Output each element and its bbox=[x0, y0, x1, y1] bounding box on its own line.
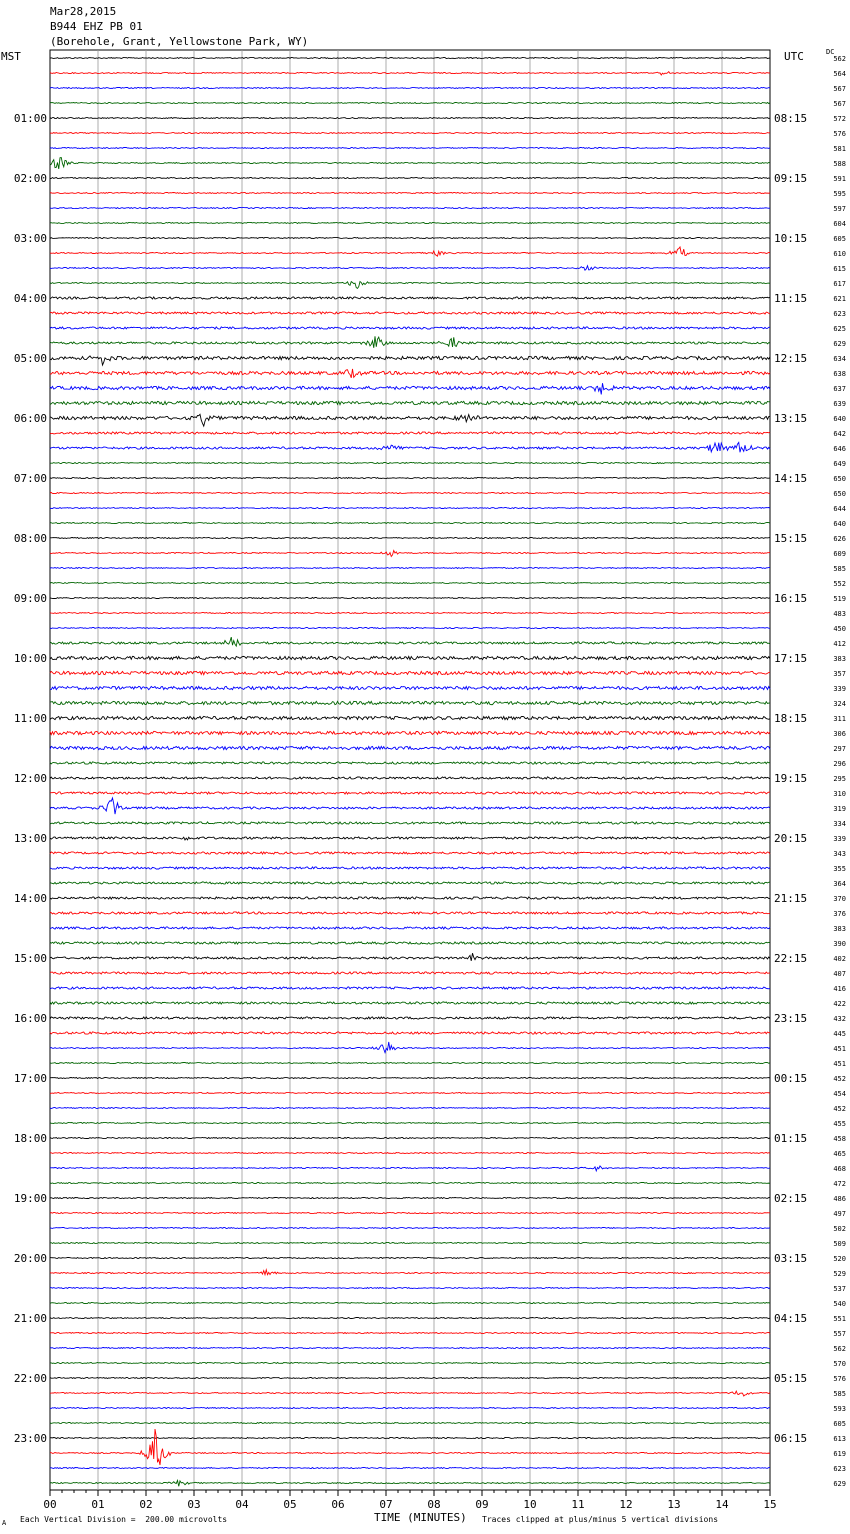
x-tick-label: 05 bbox=[283, 1498, 297, 1511]
dc-offset-value: 540 bbox=[833, 1300, 846, 1308]
dc-offset-value: 595 bbox=[833, 190, 846, 198]
seismic-trace bbox=[50, 852, 770, 854]
seismic-trace bbox=[50, 792, 770, 794]
right-hour-label: 20:15 bbox=[774, 832, 808, 845]
seismic-trace bbox=[50, 158, 770, 169]
x-tick-label: 14 bbox=[715, 1498, 729, 1511]
seismic-trace bbox=[50, 987, 770, 989]
seismic-trace bbox=[50, 297, 770, 299]
dc-offset-value: 416 bbox=[833, 985, 846, 993]
seismic-trace bbox=[50, 1422, 770, 1423]
right-hour-label: 09:15 bbox=[774, 172, 808, 185]
dc-offset-value: 452 bbox=[833, 1075, 846, 1083]
dc-offset-value: 623 bbox=[833, 1465, 846, 1473]
right-hour-label: 18:15 bbox=[774, 712, 808, 725]
seismic-trace bbox=[50, 1166, 770, 1171]
left-hour-label: 14:00 bbox=[13, 892, 47, 905]
seismic-trace bbox=[50, 671, 770, 674]
seismic-trace bbox=[50, 1107, 770, 1108]
dc-offset-value: 629 bbox=[833, 1480, 846, 1488]
dc-offset-value: 311 bbox=[833, 715, 846, 723]
dc-offset-value: 402 bbox=[833, 955, 846, 963]
left-hour-label: 19:00 bbox=[13, 1192, 47, 1205]
right-hour-label: 05:15 bbox=[774, 1372, 808, 1385]
dc-offset-value: 339 bbox=[833, 835, 846, 843]
dc-offset-value: 451 bbox=[833, 1045, 846, 1053]
dc-offset-value: 640 bbox=[833, 415, 846, 423]
seismic-trace bbox=[50, 414, 770, 426]
seismic-trace bbox=[50, 1077, 770, 1078]
dc-offset-value: 570 bbox=[833, 1360, 846, 1368]
dc-offset-value: 564 bbox=[833, 70, 846, 78]
clip-note: Traces clipped at plus/minus 5 vertical divisions bbox=[482, 1515, 719, 1524]
left-hour-label: 04:00 bbox=[13, 292, 47, 305]
dc-offset-value: 422 bbox=[833, 1000, 846, 1008]
dc-offset-value: 604 bbox=[833, 220, 846, 228]
dc-offset-value: 450 bbox=[833, 625, 846, 633]
dc-offset-value: 649 bbox=[833, 460, 846, 468]
seismic-trace bbox=[50, 1287, 770, 1288]
dc-offset-value: 551 bbox=[833, 1315, 846, 1323]
dc-offset-value: 640 bbox=[833, 520, 846, 528]
right-hour-label: 03:15 bbox=[774, 1252, 808, 1265]
dc-offset-value: 588 bbox=[833, 160, 846, 168]
dc-offset-value: 383 bbox=[833, 925, 846, 933]
left-hour-label: 02:00 bbox=[13, 172, 47, 185]
x-tick-label: 02 bbox=[139, 1498, 153, 1511]
left-hour-label: 08:00 bbox=[13, 532, 47, 545]
seismic-trace bbox=[50, 927, 770, 929]
seismic-trace bbox=[50, 1062, 770, 1063]
seismic-trace bbox=[50, 207, 770, 208]
x-tick-label: 07 bbox=[379, 1498, 393, 1511]
dc-offset-value: 609 bbox=[833, 550, 846, 558]
seismic-trace bbox=[50, 312, 770, 314]
seismic-trace bbox=[50, 1032, 770, 1034]
dc-offset-value: 585 bbox=[833, 565, 846, 573]
dc-offset-value: 334 bbox=[833, 820, 846, 828]
seismic-trace bbox=[50, 1122, 770, 1123]
seismic-trace bbox=[50, 247, 770, 256]
left-hour-label: 05:00 bbox=[13, 352, 47, 365]
chart-station: B944 EHZ PB 01 bbox=[50, 20, 143, 33]
dc-offset-value: 605 bbox=[833, 235, 846, 243]
dc-offset-value: 297 bbox=[833, 745, 846, 753]
dc-offset-value: 445 bbox=[833, 1030, 846, 1038]
seismic-trace bbox=[50, 1182, 770, 1183]
chart-date: Mar28,2015 bbox=[50, 5, 117, 18]
seismic-trace bbox=[50, 1152, 770, 1153]
seismic-trace bbox=[50, 72, 770, 75]
right-hour-label: 12:15 bbox=[774, 352, 808, 365]
dc-offset-value: 343 bbox=[833, 850, 846, 858]
dc-offset-value: 615 bbox=[833, 265, 846, 273]
dc-offset-value: 650 bbox=[833, 490, 846, 498]
dc-offset-value: 529 bbox=[833, 1270, 846, 1278]
dc-offset-value: 483 bbox=[833, 610, 846, 618]
right-hour-label: 08:15 bbox=[774, 112, 808, 125]
seismic-trace bbox=[50, 1467, 770, 1468]
right-hour-label: 16:15 bbox=[774, 592, 808, 605]
right-hour-label: 11:15 bbox=[774, 292, 808, 305]
x-tick-label: 06 bbox=[331, 1498, 345, 1511]
dc-offset-value: 562 bbox=[833, 1345, 846, 1353]
left-timezone-label: MST bbox=[1, 50, 21, 63]
dc-offset-value: 454 bbox=[833, 1090, 846, 1098]
seismic-trace bbox=[50, 1017, 770, 1019]
seismic-trace bbox=[50, 1391, 770, 1396]
dc-offset-value: 646 bbox=[833, 445, 846, 453]
seismic-trace bbox=[50, 897, 770, 899]
seismic-trace bbox=[50, 336, 770, 348]
seismic-trace bbox=[50, 102, 770, 103]
right-hour-label: 06:15 bbox=[774, 1432, 808, 1445]
left-hour-label: 07:00 bbox=[13, 472, 47, 485]
dc-offset-value: 621 bbox=[833, 295, 846, 303]
left-hour-label: 23:00 bbox=[13, 1432, 47, 1445]
seismic-trace bbox=[50, 177, 770, 178]
seismic-trace bbox=[50, 462, 770, 463]
x-tick-label: 11 bbox=[571, 1498, 585, 1511]
seismic-trace bbox=[50, 746, 770, 749]
seismic-trace bbox=[50, 1257, 770, 1258]
dc-offset-value: 576 bbox=[833, 1375, 846, 1383]
seismic-trace bbox=[50, 1317, 770, 1318]
seismic-trace bbox=[50, 1137, 770, 1138]
seismic-trace bbox=[50, 1302, 770, 1303]
dc-offset-value: 629 bbox=[833, 340, 846, 348]
dc-offset-value: 509 bbox=[833, 1240, 846, 1248]
seismic-trace bbox=[50, 1002, 770, 1004]
dc-offset-value: 623 bbox=[833, 310, 846, 318]
dc-offset-value: 383 bbox=[833, 655, 846, 663]
seismic-trace bbox=[50, 912, 770, 914]
dc-offset-value: 355 bbox=[833, 865, 846, 873]
dc-offset-value: 597 bbox=[833, 205, 846, 213]
dc-label: DC bbox=[826, 48, 835, 56]
seismic-trace bbox=[50, 798, 770, 814]
x-tick-label: 01 bbox=[91, 1498, 105, 1511]
x-tick-label: 10 bbox=[523, 1498, 537, 1511]
seismic-trace bbox=[50, 1407, 770, 1408]
seismic-trace bbox=[50, 867, 770, 869]
x-tick-label: 00 bbox=[43, 1498, 57, 1511]
dc-offset-value: 638 bbox=[833, 370, 846, 378]
dc-offset-value: 306 bbox=[833, 730, 846, 738]
seismic-trace bbox=[50, 1270, 770, 1275]
left-hour-label: 21:00 bbox=[13, 1312, 47, 1325]
seismic-trace bbox=[50, 597, 770, 598]
seismic-trace bbox=[50, 1197, 770, 1198]
seismic-trace bbox=[50, 762, 770, 764]
x-tick-label: 15 bbox=[763, 1498, 777, 1511]
seismic-trace bbox=[50, 567, 770, 568]
seismic-trace bbox=[50, 507, 770, 508]
left-hour-label: 09:00 bbox=[13, 592, 47, 605]
left-hour-label: 16:00 bbox=[13, 1012, 47, 1025]
seismic-trace bbox=[50, 1042, 770, 1053]
seismic-trace bbox=[50, 882, 770, 884]
x-tick-label: 13 bbox=[667, 1498, 681, 1511]
dc-offset-value: 552 bbox=[833, 580, 846, 588]
seismic-trace bbox=[50, 686, 770, 689]
right-hour-label: 23:15 bbox=[774, 1012, 808, 1025]
seismic-trace bbox=[50, 1332, 770, 1333]
left-hour-label: 15:00 bbox=[13, 952, 47, 965]
dc-offset-value: 519 bbox=[833, 595, 846, 603]
seismic-trace bbox=[50, 1429, 770, 1465]
dc-offset-value: 625 bbox=[833, 325, 846, 333]
left-hour-label: 10:00 bbox=[13, 652, 47, 665]
seismic-trace bbox=[50, 716, 770, 719]
dc-offset-value: 562 bbox=[833, 55, 846, 63]
right-hour-label: 02:15 bbox=[774, 1192, 808, 1205]
left-hour-label: 17:00 bbox=[13, 1072, 47, 1085]
seismic-trace bbox=[50, 1377, 770, 1378]
dc-offset-value: 295 bbox=[833, 775, 846, 783]
dc-offset-value: 605 bbox=[833, 1420, 846, 1428]
right-hour-label: 13:15 bbox=[774, 412, 808, 425]
dc-offset-value: 472 bbox=[833, 1180, 846, 1188]
seismic-trace bbox=[50, 1347, 770, 1348]
dc-offset-value: 364 bbox=[833, 880, 846, 888]
seismic-trace bbox=[50, 822, 770, 824]
seismic-trace bbox=[50, 942, 770, 944]
seismic-trace bbox=[50, 656, 770, 659]
dc-offset-value: 451 bbox=[833, 1060, 846, 1068]
dc-offset-value: 610 bbox=[833, 250, 846, 258]
seismic-trace bbox=[50, 87, 770, 88]
dc-offset-value: 617 bbox=[833, 280, 846, 288]
scale-note: Each Vertical Division = 200.00 microvolts bbox=[20, 1515, 228, 1524]
dc-offset-value: 319 bbox=[833, 805, 846, 813]
left-hour-label: 11:00 bbox=[13, 712, 47, 725]
seismic-trace bbox=[50, 327, 770, 329]
dc-offset-value: 502 bbox=[833, 1225, 846, 1233]
dc-offset-value: 468 bbox=[833, 1165, 846, 1173]
dc-offset-value: 296 bbox=[833, 760, 846, 768]
seismic-trace bbox=[50, 356, 770, 365]
x-tick-label: 12 bbox=[619, 1498, 633, 1511]
dc-offset-value: 581 bbox=[833, 145, 846, 153]
x-tick-label: 08 bbox=[427, 1498, 441, 1511]
seismic-trace bbox=[50, 132, 770, 133]
seismic-trace bbox=[50, 1227, 770, 1228]
dc-offset-value: 639 bbox=[833, 400, 846, 408]
seismic-trace bbox=[50, 701, 770, 704]
seismic-trace bbox=[50, 1480, 770, 1486]
dc-offset-value: 452 bbox=[833, 1105, 846, 1113]
dc-offset-value: 619 bbox=[833, 1450, 846, 1458]
seismic-trace bbox=[50, 777, 770, 779]
dc-offset-value: 407 bbox=[833, 970, 846, 978]
seismic-trace bbox=[50, 237, 770, 238]
dc-offset-value: 644 bbox=[833, 505, 846, 513]
x-axis-title: TIME (MINUTES) bbox=[374, 1511, 467, 1524]
left-hour-label: 18:00 bbox=[13, 1132, 47, 1145]
dc-offset-value: 432 bbox=[833, 1015, 846, 1023]
seismic-trace bbox=[50, 837, 770, 840]
seismic-trace bbox=[50, 612, 770, 613]
dc-offset-value: 310 bbox=[833, 790, 846, 798]
seismic-trace bbox=[50, 222, 770, 223]
dc-offset-value: 370 bbox=[833, 895, 846, 903]
dc-offset-value: 567 bbox=[833, 85, 846, 93]
seismic-trace bbox=[50, 282, 770, 289]
seismic-trace bbox=[50, 953, 770, 961]
left-hour-label: 03:00 bbox=[13, 232, 47, 245]
dc-offset-value: 593 bbox=[833, 1405, 846, 1413]
right-hour-label: 21:15 bbox=[774, 892, 808, 905]
seismic-trace bbox=[50, 192, 770, 193]
seismic-trace bbox=[50, 551, 770, 557]
dc-offset-value: 637 bbox=[833, 385, 846, 393]
right-hour-label: 19:15 bbox=[774, 772, 808, 785]
seismic-trace bbox=[50, 442, 770, 452]
dc-offset-value: 634 bbox=[833, 355, 846, 363]
chart-location: (Borehole, Grant, Yellowstone Park, WY) bbox=[50, 35, 309, 48]
right-hour-label: 00:15 bbox=[774, 1072, 808, 1085]
dc-offset-value: 537 bbox=[833, 1285, 846, 1293]
dc-offset-value: 390 bbox=[833, 940, 846, 948]
left-hour-label: 06:00 bbox=[13, 412, 47, 425]
right-hour-label: 15:15 bbox=[774, 532, 808, 545]
left-hour-label: 01:00 bbox=[13, 112, 47, 125]
seismic-trace bbox=[50, 57, 770, 58]
seismic-trace bbox=[50, 582, 770, 583]
seismic-trace bbox=[50, 627, 770, 628]
x-tick-label: 09 bbox=[475, 1498, 489, 1511]
seismic-trace bbox=[50, 432, 770, 434]
dc-offset-value: 591 bbox=[833, 175, 846, 183]
seismic-trace bbox=[50, 537, 770, 538]
dc-offset-value: 324 bbox=[833, 700, 846, 708]
left-hour-label: 13:00 bbox=[13, 832, 47, 845]
left-hour-label: 20:00 bbox=[13, 1252, 47, 1265]
dc-offset-value: 455 bbox=[833, 1120, 846, 1128]
dc-offset-value: 567 bbox=[833, 100, 846, 108]
x-tick-label: 03 bbox=[187, 1498, 201, 1511]
dc-offset-value: 465 bbox=[833, 1150, 846, 1158]
left-hour-label: 22:00 bbox=[13, 1372, 47, 1385]
right-hour-label: 01:15 bbox=[774, 1132, 808, 1145]
x-tick-label: 04 bbox=[235, 1498, 249, 1511]
dc-offset-value: 520 bbox=[833, 1255, 846, 1263]
seismic-trace bbox=[50, 1092, 770, 1093]
dc-offset-value: 576 bbox=[833, 130, 846, 138]
seismic-trace bbox=[50, 492, 770, 493]
dc-offset-value: 497 bbox=[833, 1210, 846, 1218]
seismic-trace bbox=[50, 637, 770, 646]
seismogram-traces bbox=[50, 57, 770, 1486]
dc-offset-value: 357 bbox=[833, 670, 846, 678]
seismic-trace bbox=[50, 477, 770, 478]
dc-offset-value: 557 bbox=[833, 1330, 846, 1338]
seismic-trace bbox=[50, 1437, 770, 1438]
dc-offset-value: 458 bbox=[833, 1135, 846, 1143]
seismic-trace bbox=[50, 401, 770, 404]
dc-offset-value: 650 bbox=[833, 475, 846, 483]
right-timezone-label: UTC bbox=[784, 50, 804, 63]
right-hour-label: 04:15 bbox=[774, 1312, 808, 1325]
seismic-trace bbox=[50, 1242, 770, 1243]
seismic-trace bbox=[50, 972, 770, 974]
right-hour-label: 10:15 bbox=[774, 232, 808, 245]
seismic-trace bbox=[50, 522, 770, 523]
dc-offset-value: 642 bbox=[833, 430, 846, 438]
right-hour-label: 17:15 bbox=[774, 652, 808, 665]
dc-offset-value: 412 bbox=[833, 640, 846, 648]
right-hour-label: 14:15 bbox=[774, 472, 808, 485]
seismic-trace bbox=[50, 383, 770, 394]
dc-offset-value: 339 bbox=[833, 685, 846, 693]
seismic-trace bbox=[50, 266, 770, 271]
seismic-trace bbox=[50, 117, 770, 118]
dc-offset-value: 486 bbox=[833, 1195, 846, 1203]
seismic-trace bbox=[50, 731, 770, 734]
dc-offset-value: 626 bbox=[833, 535, 846, 543]
left-hour-label: 12:00 bbox=[13, 772, 47, 785]
dc-offset-value: 572 bbox=[833, 115, 846, 123]
dc-offset-value: 376 bbox=[833, 910, 846, 918]
seismic-trace bbox=[50, 369, 770, 378]
seismic-trace bbox=[50, 1212, 770, 1213]
right-hour-label: 22:15 bbox=[774, 952, 808, 965]
dc-offset-value: 613 bbox=[833, 1435, 846, 1443]
dc-offset-value: 585 bbox=[833, 1390, 846, 1398]
scale-mark: A bbox=[2, 1519, 7, 1527]
seismic-trace bbox=[50, 147, 770, 148]
seismic-trace bbox=[50, 1362, 770, 1363]
time-axis bbox=[43, 1490, 776, 1511]
